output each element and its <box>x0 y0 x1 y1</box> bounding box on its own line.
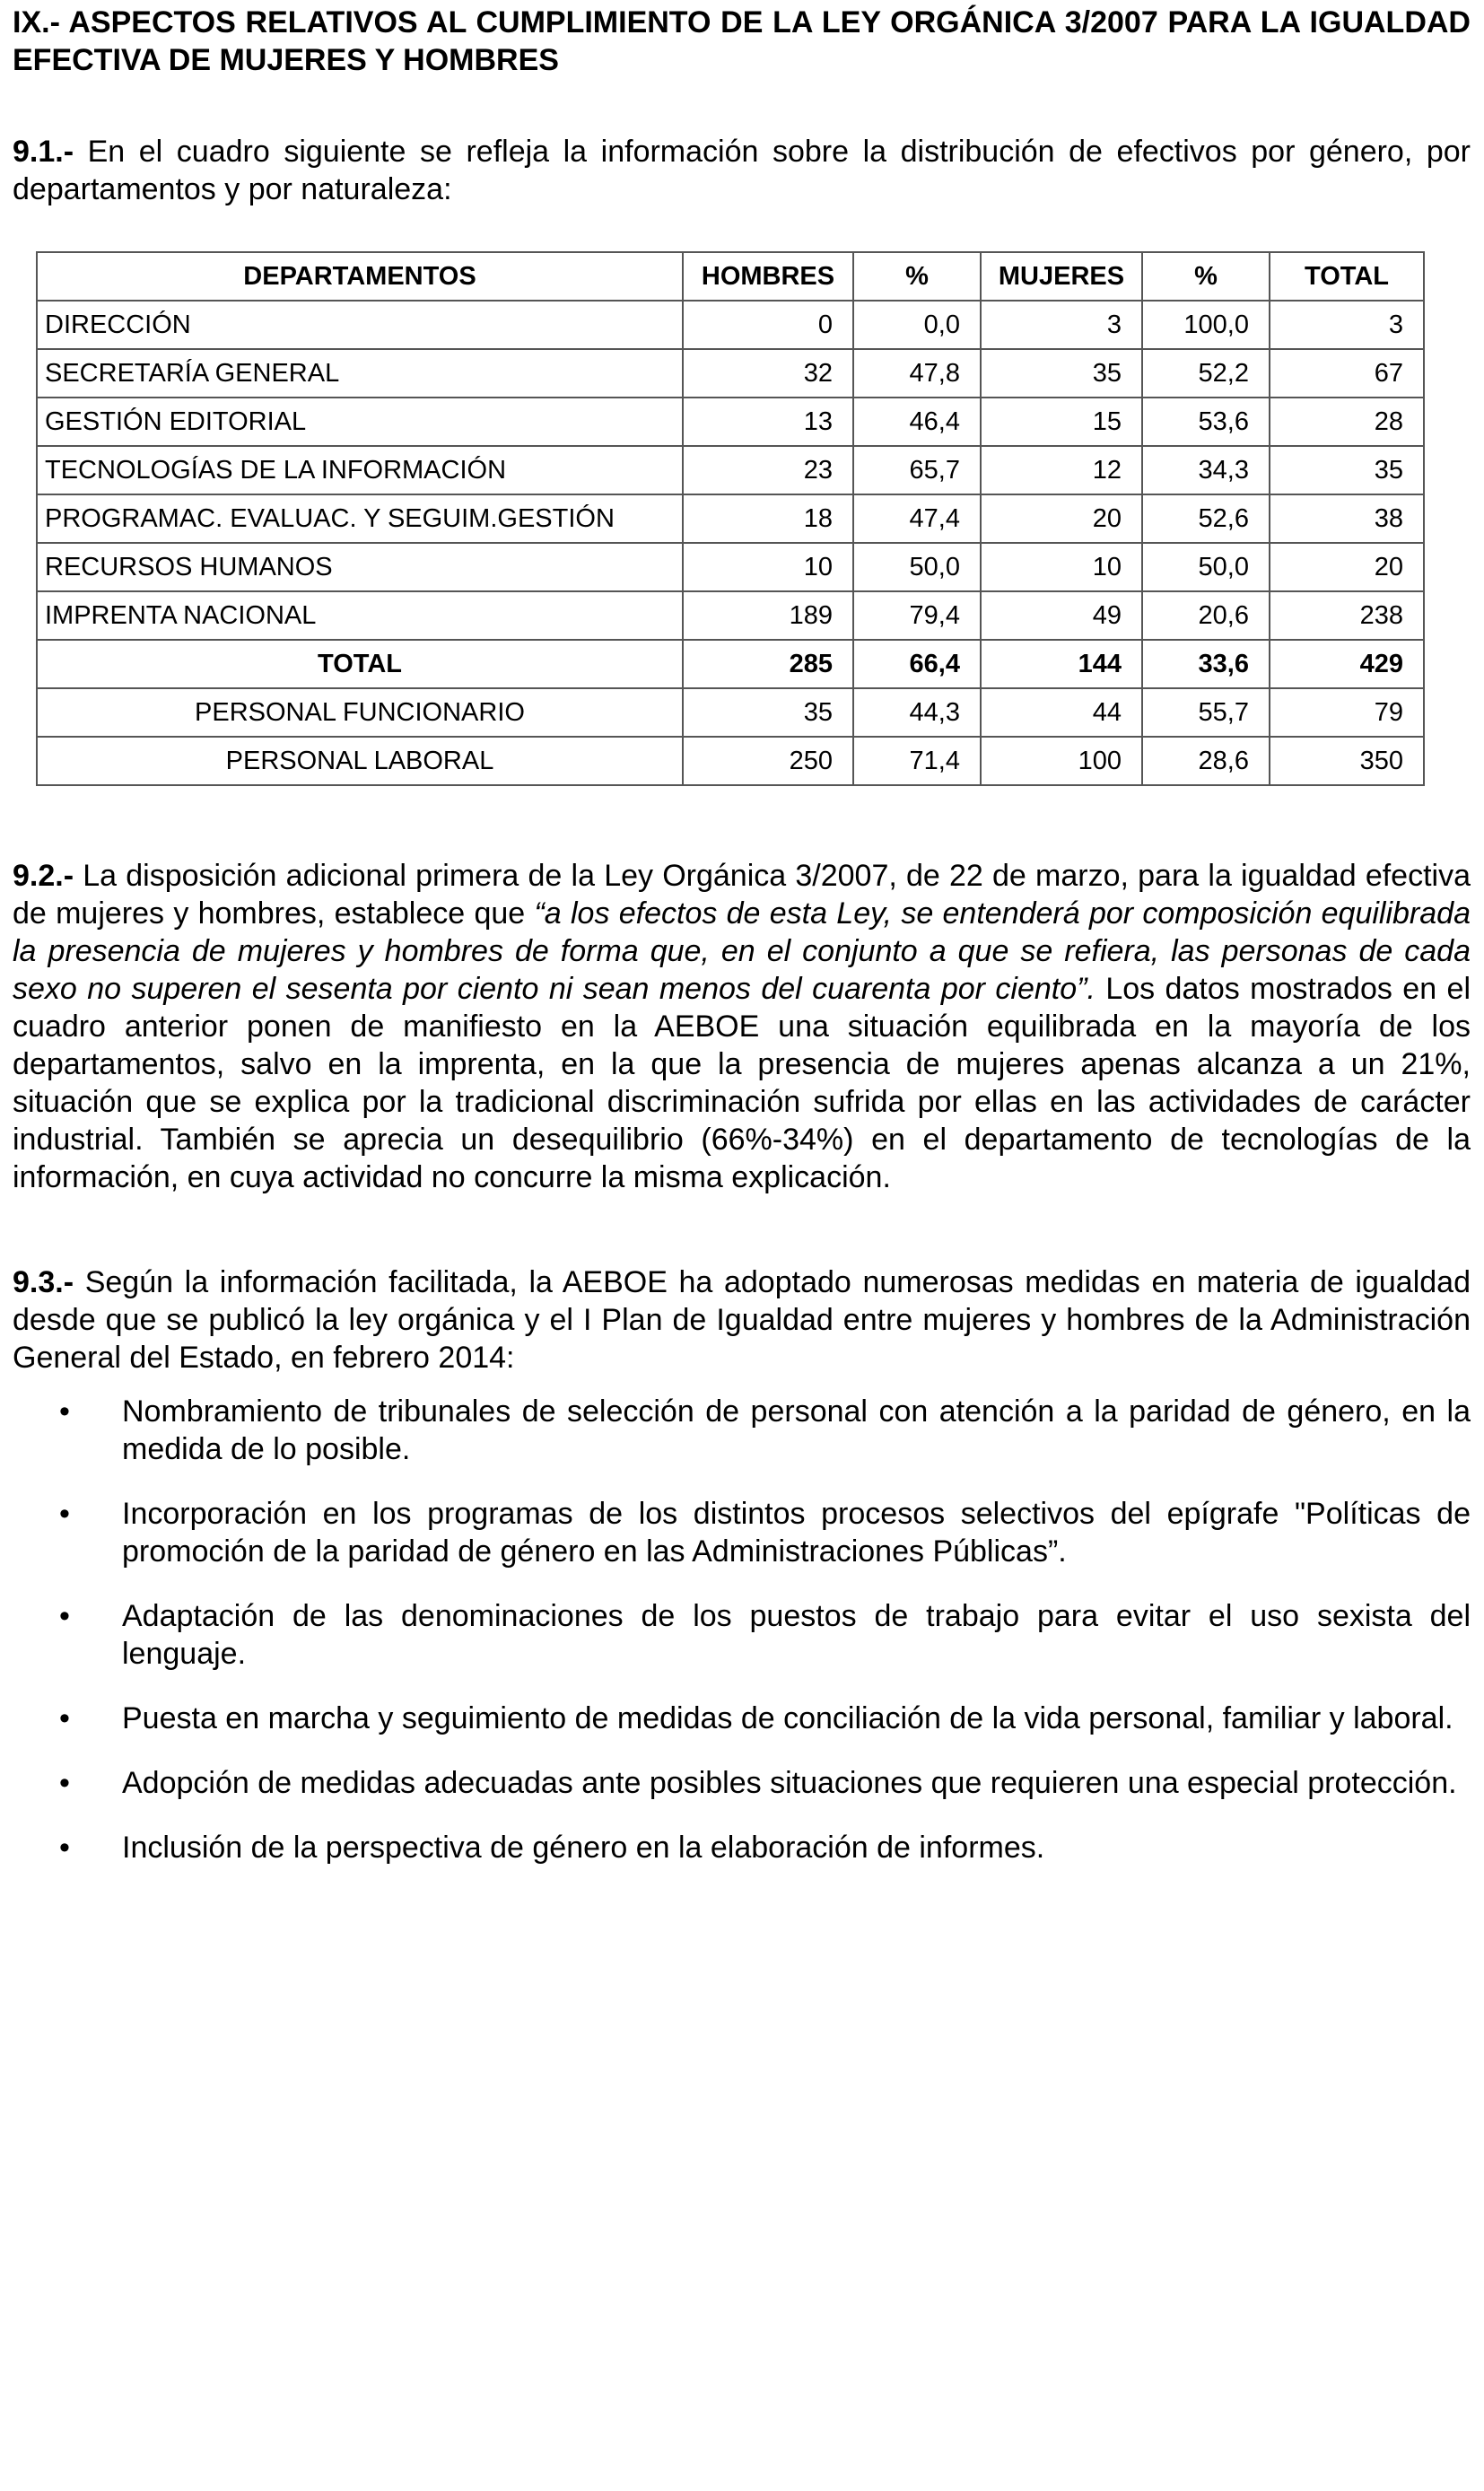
row-pct-mujeres: 52,6 <box>1142 494 1270 543</box>
row-total: 35 <box>1270 446 1424 494</box>
row-total: 3 <box>1270 301 1424 349</box>
row-mujeres: 10 <box>981 543 1142 591</box>
table-row <box>37 446 1424 494</box>
row-department: TECNOLOGÍAS DE LA INFORMACIÓN <box>37 446 683 494</box>
row-department: IMPRENTA NACIONAL <box>37 591 683 640</box>
list-item-text: Inclusión de la perspectiva de género en la elaboración de informes. <box>122 1831 1045 1865</box>
subtotal-pct-hombres: 71,4 <box>853 737 981 785</box>
row-pct-mujeres: 50,0 <box>1142 543 1270 591</box>
section-title: IX.- ASPECTOS RELATIVOS AL CUMPLIMIENTO DE LA LEY ORGÁNICA 3/2007 PARA LA IGUALDAD EFECTIVA DE MUJERES Y HOMBRES <box>13 5 1471 77</box>
list-item <box>13 1393 1471 1468</box>
row-hombres: 13 <box>683 398 853 446</box>
total-label: TOTAL <box>37 640 683 688</box>
subtotal-label: PERSONAL LABORAL <box>37 737 683 785</box>
bullet-icon: • <box>59 1497 70 1531</box>
table-row <box>37 398 1424 446</box>
subtotal-pct-hombres: 44,3 <box>853 688 981 737</box>
bullet-icon: • <box>59 1394 70 1429</box>
list-item <box>13 1495 1471 1570</box>
row-pct-hombres: 46,4 <box>853 398 981 446</box>
subtotal-mujeres: 44 <box>981 688 1142 737</box>
section-number: 9.2.- <box>13 859 74 893</box>
list-item <box>13 1700 1471 1737</box>
law-quote: “a los efectos de esta Ley, se entenderá por composición equilibrada la presencia de mujeres y hombres de forma que, en el conjunto a que se refiera, las personas de cada sexo no superen el sesenta por ciento ni sean menos del cuarenta por ciento”. <box>13 896 1471 1006</box>
row-hombres: 18 <box>683 494 853 543</box>
row-pct-hombres: 50,0 <box>853 543 981 591</box>
row-mujeres: 15 <box>981 398 1142 446</box>
row-pct-hombres: 79,4 <box>853 591 981 640</box>
subtotal-label: PERSONAL FUNCIONARIO <box>37 688 683 737</box>
header-departamentos: DEPARTAMENTOS <box>37 252 683 301</box>
row-hombres: 0 <box>683 301 853 349</box>
subtotal-total: 79 <box>1270 688 1424 737</box>
list-item <box>13 1829 1471 1866</box>
subtotal-hombres: 35 <box>683 688 853 737</box>
table-header-row <box>37 252 1424 301</box>
table-subtotal-row <box>37 737 1424 785</box>
bullet-icon: • <box>59 1599 70 1633</box>
table-row <box>37 349 1424 398</box>
row-total: 67 <box>1270 349 1424 398</box>
row-department: DIRECCIÓN <box>37 301 683 349</box>
row-total: 28 <box>1270 398 1424 446</box>
list-item-text: Puesta en marcha y seguimiento de medidas de conciliación de la vida personal, familiar y laboral. <box>122 1701 1453 1735</box>
row-pct-mujeres: 20,6 <box>1142 591 1270 640</box>
header-total: TOTAL <box>1270 252 1424 301</box>
list-item <box>13 1597 1471 1673</box>
row-pct-mujeres: 53,6 <box>1142 398 1270 446</box>
list-item <box>13 1764 1471 1802</box>
list-item-text: Adaptación de las denominaciones de los puestos de trabajo para evitar el uso sexista del lenguaje. <box>122 1599 1471 1671</box>
table-subtotal-row <box>37 688 1424 737</box>
header-pct-mujeres: % <box>1142 252 1270 301</box>
row-pct-hombres: 65,7 <box>853 446 981 494</box>
row-pct-mujeres: 52,2 <box>1142 349 1270 398</box>
row-pct-mujeres: 100,0 <box>1142 301 1270 349</box>
total-pct-mujeres: 33,6 <box>1142 640 1270 688</box>
subtotal-pct-mujeres: 28,6 <box>1142 737 1270 785</box>
total-total: 429 <box>1270 640 1424 688</box>
bullet-icon: • <box>59 1831 70 1865</box>
row-mujeres: 20 <box>981 494 1142 543</box>
header-hombres: HOMBRES <box>683 252 853 301</box>
paragraph-text: En el cuadro siguiente se refleja la información sobre la distribución de efectivos por género, por departamentos y por naturaleza: <box>13 135 1471 206</box>
row-mujeres: 12 <box>981 446 1142 494</box>
paragraph-text: La disposición adicional primera de la Ley Orgánica 3/2007, de 22 de marzo, para la igualdad efectiva de mujeres y hombres, establece que <box>13 859 1471 931</box>
row-department: GESTIÓN EDITORIAL <box>37 398 683 446</box>
header-pct-hombres: % <box>853 252 981 301</box>
table-total-row <box>37 640 1424 688</box>
list-item-text: Adopción de medidas adecuadas ante posibles situaciones que requieren una especial protección. <box>122 1766 1457 1800</box>
row-mujeres: 3 <box>981 301 1142 349</box>
paragraph-9-3 <box>13 1263 1471 1377</box>
subtotal-pct-mujeres: 55,7 <box>1142 688 1270 737</box>
row-total: 238 <box>1270 591 1424 640</box>
row-hombres: 23 <box>683 446 853 494</box>
paragraph-text: Los datos mostrados en el cuadro anterior ponen de manifiesto en la AEBOE una situación equilibrada en la mayoría de los departamentos, salvo en la imprenta, en la que la presencia de mujeres apenas alcanza a un 21%, situación que se explica por la tradicional discriminación sufrida por ellas en las actividades de carácter industrial. También se aprecia un desequilibrio (66%-34%) en el departamento de tecnologías de la información, en cuya actividad no concurre la misma explicación. <box>13 972 1471 1194</box>
table-row <box>37 301 1424 349</box>
bullet-icon: • <box>59 1766 70 1800</box>
row-pct-hombres: 0,0 <box>853 301 981 349</box>
subtotal-mujeres: 100 <box>981 737 1142 785</box>
row-hombres: 189 <box>683 591 853 640</box>
row-department: SECRETARÍA GENERAL <box>37 349 683 398</box>
row-mujeres: 35 <box>981 349 1142 398</box>
row-pct-hombres: 47,4 <box>853 494 981 543</box>
section-number: 9.3.- <box>13 1265 74 1299</box>
row-mujeres: 49 <box>981 591 1142 640</box>
row-hombres: 10 <box>683 543 853 591</box>
table-row <box>37 494 1424 543</box>
total-mujeres: 144 <box>981 640 1142 688</box>
table-row <box>37 543 1424 591</box>
row-pct-hombres: 47,8 <box>853 349 981 398</box>
subtotal-total: 350 <box>1270 737 1424 785</box>
paragraph-9-2 <box>13 857 1471 1196</box>
row-department: RECURSOS HUMANOS <box>37 543 683 591</box>
row-total: 20 <box>1270 543 1424 591</box>
total-hombres: 285 <box>683 640 853 688</box>
header-mujeres: MUJERES <box>981 252 1142 301</box>
measures-list <box>13 1393 1471 1893</box>
bullet-icon: • <box>59 1701 70 1735</box>
paragraph-9-1 <box>13 133 1471 208</box>
total-pct-hombres: 66,4 <box>853 640 981 688</box>
list-item-text: Incorporación en los programas de los distintos procesos selectivos del epígrafe "Políticas de promoción de la paridad de género en las Administraciones Públicas”. <box>122 1497 1471 1569</box>
list-item-text: Nombramiento de tribunales de selección de personal con atención a la paridad de género, en la medida de lo posible. <box>122 1394 1471 1466</box>
row-pct-mujeres: 34,3 <box>1142 446 1270 494</box>
subtotal-hombres: 250 <box>683 737 853 785</box>
table-row <box>37 591 1424 640</box>
staff-distribution-table <box>36 251 1425 786</box>
row-hombres: 32 <box>683 349 853 398</box>
row-total: 38 <box>1270 494 1424 543</box>
paragraph-text: Según la información facilitada, la AEBOE ha adoptado numerosas medidas en materia de igualdad desde que se publicó la ley orgánica y el I Plan de Igualdad entre mujeres y hombres de la Administración General del Estado, en febrero 2014: <box>13 1265 1471 1375</box>
row-department: PROGRAMAC. EVALUAC. Y SEGUIM.GESTIÓN <box>37 494 683 543</box>
section-number: 9.1.- <box>13 135 74 169</box>
